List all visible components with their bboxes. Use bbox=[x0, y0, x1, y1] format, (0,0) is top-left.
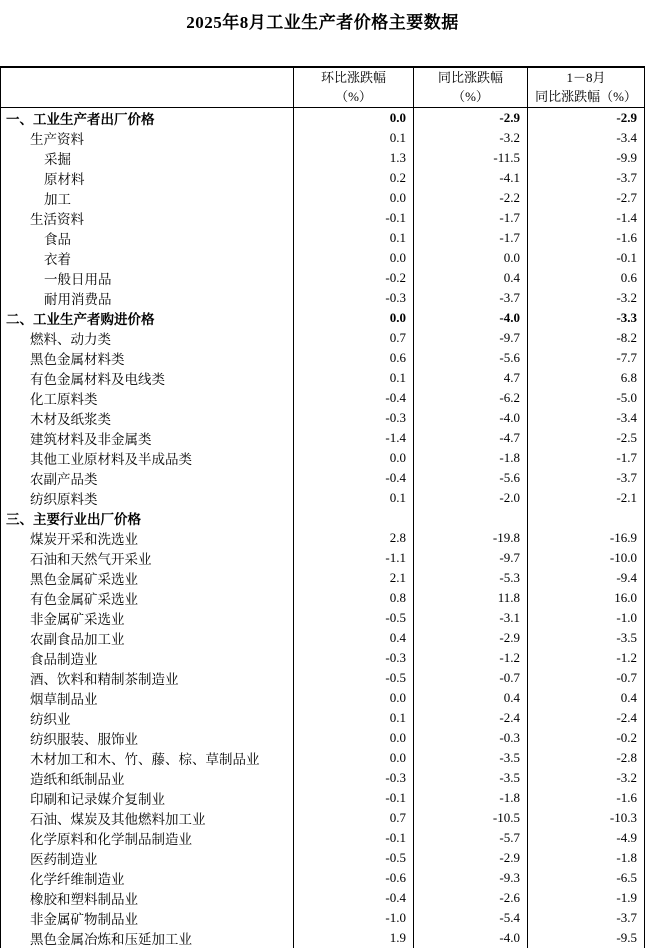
row-label: 有色金属矿采选业 bbox=[1, 588, 294, 608]
table-row bbox=[1, 708, 645, 728]
cell-ytd-change: -0.1 bbox=[528, 248, 645, 268]
cell-ytd-change: -16.9 bbox=[528, 528, 645, 548]
cell-yoy-change: -5.3 bbox=[414, 568, 528, 588]
cell-ytd-change: -3.5 bbox=[528, 628, 645, 648]
cell-yoy-change: -1.8 bbox=[414, 448, 528, 468]
row-label: 耐用消费品 bbox=[1, 288, 294, 308]
cell-mom-change: 2.1 bbox=[294, 568, 414, 588]
table-row bbox=[1, 728, 645, 748]
row-label: 化学原料和化学制品制造业 bbox=[1, 828, 294, 848]
row-label: 黑色金属矿采选业 bbox=[1, 568, 294, 588]
cell-yoy-change: -4.1 bbox=[414, 168, 528, 188]
table-body bbox=[1, 108, 645, 948]
cell-yoy-change: -1.2 bbox=[414, 648, 528, 668]
table-row bbox=[1, 268, 645, 288]
cell-yoy-change: 0.4 bbox=[414, 688, 528, 708]
cell-mom-change: 1.3 bbox=[294, 148, 414, 168]
cell-yoy-change: -4.7 bbox=[414, 428, 528, 448]
table-row bbox=[1, 808, 645, 828]
row-label: 非金属矿物制品业 bbox=[1, 908, 294, 928]
cell-mom-change: -0.1 bbox=[294, 208, 414, 228]
cell-ytd-change: 6.8 bbox=[528, 368, 645, 388]
cell-mom-change: 0.1 bbox=[294, 708, 414, 728]
cell-ytd-change: -9.9 bbox=[528, 148, 645, 168]
row-label: 衣着 bbox=[1, 248, 294, 268]
table-row bbox=[1, 228, 645, 248]
cell-ytd-change: -1.8 bbox=[528, 848, 645, 868]
cell-mom-change: -0.4 bbox=[294, 468, 414, 488]
cell-yoy-change: -3.5 bbox=[414, 768, 528, 788]
table-row bbox=[1, 908, 645, 928]
cell-mom-change: 0.0 bbox=[294, 248, 414, 268]
cell-yoy-change: -4.0 bbox=[414, 928, 528, 948]
header-yoy-change bbox=[414, 67, 528, 108]
cell-mom-change: 0.1 bbox=[294, 128, 414, 148]
row-label: 建筑材料及非金属类 bbox=[1, 428, 294, 448]
cell-yoy-change: -19.8 bbox=[414, 528, 528, 548]
cell-mom-change: 0.0 bbox=[294, 688, 414, 708]
cell-yoy-change: -2.2 bbox=[414, 188, 528, 208]
cell-mom-change: -0.5 bbox=[294, 668, 414, 688]
cell-mom-change: -0.6 bbox=[294, 868, 414, 888]
table-row bbox=[1, 788, 645, 808]
cell-mom-change: 0.0 bbox=[294, 448, 414, 468]
cell-yoy-change: -1.8 bbox=[414, 788, 528, 808]
table-row bbox=[1, 388, 645, 408]
table-row bbox=[1, 828, 645, 848]
cell-ytd-change: -5.0 bbox=[528, 388, 645, 408]
row-label: 橡胶和塑料制品业 bbox=[1, 888, 294, 908]
table-row bbox=[1, 928, 645, 948]
row-label: 二、工业生产者购进价格 bbox=[1, 308, 294, 328]
table-row bbox=[1, 508, 645, 528]
cell-ytd-change: -4.9 bbox=[528, 828, 645, 848]
table-row bbox=[1, 888, 645, 908]
cell-ytd-change: -1.7 bbox=[528, 448, 645, 468]
cell-yoy-change: -9.3 bbox=[414, 868, 528, 888]
cell-ytd-change: -6.5 bbox=[528, 868, 645, 888]
cell-mom-change: -0.3 bbox=[294, 768, 414, 788]
table-row bbox=[1, 128, 645, 148]
cell-ytd-change: -1.0 bbox=[528, 608, 645, 628]
table-row bbox=[1, 688, 645, 708]
row-label: 农副产品类 bbox=[1, 468, 294, 488]
cell-yoy-change: -2.9 bbox=[414, 848, 528, 868]
row-label: 食品 bbox=[1, 228, 294, 248]
cell-ytd-change: -0.2 bbox=[528, 728, 645, 748]
cell-mom-change: 0.1 bbox=[294, 368, 414, 388]
cell-ytd-change: -2.5 bbox=[528, 428, 645, 448]
cell-yoy-change: -5.4 bbox=[414, 908, 528, 928]
row-label: 煤炭开采和洗选业 bbox=[1, 528, 294, 548]
cell-ytd-change: -2.4 bbox=[528, 708, 645, 728]
cell-yoy-change: -1.7 bbox=[414, 208, 528, 228]
table-row bbox=[1, 108, 645, 129]
row-label: 化学纤维制造业 bbox=[1, 868, 294, 888]
row-label: 燃料、动力类 bbox=[1, 328, 294, 348]
cell-mom-change: 0.0 bbox=[294, 308, 414, 328]
cell-yoy-change: -0.3 bbox=[414, 728, 528, 748]
row-label: 石油、煤炭及其他燃料加工业 bbox=[1, 808, 294, 828]
table-row bbox=[1, 608, 645, 628]
table-row bbox=[1, 548, 645, 568]
cell-ytd-change: -1.6 bbox=[528, 788, 645, 808]
cell-ytd-change: -9.4 bbox=[528, 568, 645, 588]
cell-yoy-change: -3.1 bbox=[414, 608, 528, 628]
cell-yoy-change: -2.0 bbox=[414, 488, 528, 508]
row-label: 黑色金属冶炼和压延加工业 bbox=[1, 928, 294, 948]
cell-ytd-change: -3.7 bbox=[528, 908, 645, 928]
table-row bbox=[1, 648, 645, 668]
row-label: 加工 bbox=[1, 188, 294, 208]
cell-yoy-change: -2.6 bbox=[414, 888, 528, 908]
header-ytd-line1: 1－8月 bbox=[528, 69, 644, 87]
cell-mom-change: 2.8 bbox=[294, 528, 414, 548]
cell-ytd-change: 16.0 bbox=[528, 588, 645, 608]
table-row bbox=[1, 308, 645, 328]
table-row bbox=[1, 408, 645, 428]
cell-ytd-change: -0.7 bbox=[528, 668, 645, 688]
cell-mom-change: 0.0 bbox=[294, 108, 414, 129]
cell-mom-change: -0.1 bbox=[294, 788, 414, 808]
header-ytd-change bbox=[528, 67, 645, 108]
price-data-table bbox=[0, 66, 645, 948]
table-row bbox=[1, 868, 645, 888]
cell-yoy-change: -4.0 bbox=[414, 308, 528, 328]
cell-yoy-change: -4.0 bbox=[414, 408, 528, 428]
table-row bbox=[1, 168, 645, 188]
cell-mom-change: -0.5 bbox=[294, 608, 414, 628]
cell-ytd-change bbox=[528, 508, 645, 528]
row-label: 原材料 bbox=[1, 168, 294, 188]
cell-ytd-change: -3.2 bbox=[528, 768, 645, 788]
page-title: 2025年8月工业生产者价格主要数据 bbox=[0, 8, 645, 33]
table-row bbox=[1, 768, 645, 788]
cell-yoy-change: 0.4 bbox=[414, 268, 528, 288]
cell-mom-change: -0.1 bbox=[294, 828, 414, 848]
table-row bbox=[1, 188, 645, 208]
cell-mom-change: 0.0 bbox=[294, 188, 414, 208]
cell-yoy-change: -5.6 bbox=[414, 348, 528, 368]
cell-mom-change: 0.8 bbox=[294, 588, 414, 608]
cell-yoy-change: -5.7 bbox=[414, 828, 528, 848]
cell-yoy-change: 0.0 bbox=[414, 248, 528, 268]
page bbox=[0, 8, 645, 33]
row-label: 黑色金属材料类 bbox=[1, 348, 294, 368]
row-label: 生产资料 bbox=[1, 128, 294, 148]
cell-mom-change: 0.1 bbox=[294, 488, 414, 508]
header-mom-line2: （%） bbox=[294, 88, 413, 106]
table-row bbox=[1, 448, 645, 468]
row-label: 非金属矿采选业 bbox=[1, 608, 294, 628]
cell-ytd-change: -1.2 bbox=[528, 648, 645, 668]
cell-mom-change: -1.1 bbox=[294, 548, 414, 568]
table-row bbox=[1, 288, 645, 308]
row-label: 纺织原料类 bbox=[1, 488, 294, 508]
cell-yoy-change: -3.7 bbox=[414, 288, 528, 308]
header-mom-change bbox=[294, 67, 414, 108]
header-indicator bbox=[1, 67, 294, 108]
row-label: 医药制造业 bbox=[1, 848, 294, 868]
header-row bbox=[1, 67, 645, 108]
cell-ytd-change: -3.2 bbox=[528, 288, 645, 308]
header-ytd-line2: 同比涨跌幅（%） bbox=[528, 88, 644, 106]
row-label: 纺织业 bbox=[1, 708, 294, 728]
cell-mom-change: 0.6 bbox=[294, 348, 414, 368]
cell-mom-change: 0.2 bbox=[294, 168, 414, 188]
cell-yoy-change bbox=[414, 508, 528, 528]
table-row bbox=[1, 568, 645, 588]
cell-ytd-change: -9.5 bbox=[528, 928, 645, 948]
cell-ytd-change: -1.9 bbox=[528, 888, 645, 908]
row-label: 一般日用品 bbox=[1, 268, 294, 288]
cell-ytd-change: -3.3 bbox=[528, 308, 645, 328]
cell-yoy-change: -6.2 bbox=[414, 388, 528, 408]
table-row bbox=[1, 488, 645, 508]
table-row bbox=[1, 748, 645, 768]
cell-yoy-change: 11.8 bbox=[414, 588, 528, 608]
cell-mom-change: 0.0 bbox=[294, 728, 414, 748]
cell-yoy-change: -1.7 bbox=[414, 228, 528, 248]
row-label: 采掘 bbox=[1, 148, 294, 168]
table-row bbox=[1, 468, 645, 488]
row-label: 生活资料 bbox=[1, 208, 294, 228]
cell-yoy-change: -10.5 bbox=[414, 808, 528, 828]
row-label: 化工原料类 bbox=[1, 388, 294, 408]
cell-ytd-change: -2.8 bbox=[528, 748, 645, 768]
row-label: 有色金属材料及电线类 bbox=[1, 368, 294, 388]
cell-mom-change: -0.2 bbox=[294, 268, 414, 288]
cell-ytd-change: -2.1 bbox=[528, 488, 645, 508]
row-label: 纺织服装、服饰业 bbox=[1, 728, 294, 748]
cell-mom-change: -0.3 bbox=[294, 288, 414, 308]
header-yoy-line2: （%） bbox=[414, 88, 527, 106]
cell-ytd-change: -2.9 bbox=[528, 108, 645, 129]
cell-mom-change: -1.0 bbox=[294, 908, 414, 928]
header-mom-line1: 环比涨跌幅 bbox=[294, 69, 413, 87]
table-row bbox=[1, 348, 645, 368]
cell-yoy-change: -5.6 bbox=[414, 468, 528, 488]
row-label: 石油和天然气开采业 bbox=[1, 548, 294, 568]
row-label: 三、主要行业出厂价格 bbox=[1, 508, 294, 528]
cell-yoy-change: 4.7 bbox=[414, 368, 528, 388]
cell-yoy-change: -2.9 bbox=[414, 108, 528, 129]
row-label: 木材及纸浆类 bbox=[1, 408, 294, 428]
table-row bbox=[1, 368, 645, 388]
cell-mom-change: 0.7 bbox=[294, 808, 414, 828]
cell-ytd-change: 0.4 bbox=[528, 688, 645, 708]
header-yoy-line1: 同比涨跌幅 bbox=[414, 69, 527, 87]
cell-ytd-change: -8.2 bbox=[528, 328, 645, 348]
cell-ytd-change: -3.7 bbox=[528, 168, 645, 188]
table-row bbox=[1, 208, 645, 228]
cell-yoy-change: -3.5 bbox=[414, 748, 528, 768]
cell-yoy-change: -11.5 bbox=[414, 148, 528, 168]
cell-mom-change: -0.3 bbox=[294, 408, 414, 428]
cell-mom-change: 0.0 bbox=[294, 748, 414, 768]
cell-ytd-change: -3.4 bbox=[528, 408, 645, 428]
cell-ytd-change: -3.7 bbox=[528, 468, 645, 488]
cell-mom-change: -0.4 bbox=[294, 388, 414, 408]
cell-ytd-change: -3.4 bbox=[528, 128, 645, 148]
cell-yoy-change: -2.9 bbox=[414, 628, 528, 648]
cell-ytd-change: 0.6 bbox=[528, 268, 645, 288]
row-label: 一、工业生产者出厂价格 bbox=[1, 108, 294, 129]
cell-mom-change: -0.3 bbox=[294, 648, 414, 668]
row-label: 印刷和记录媒介复制业 bbox=[1, 788, 294, 808]
table-row bbox=[1, 528, 645, 548]
table-row bbox=[1, 248, 645, 268]
table-row bbox=[1, 148, 645, 168]
cell-ytd-change: -1.4 bbox=[528, 208, 645, 228]
cell-ytd-change: -2.7 bbox=[528, 188, 645, 208]
table-row bbox=[1, 848, 645, 868]
table-row bbox=[1, 428, 645, 448]
row-label: 造纸和纸制品业 bbox=[1, 768, 294, 788]
cell-mom-change: -0.5 bbox=[294, 848, 414, 868]
cell-mom-change: 1.9 bbox=[294, 928, 414, 948]
table-row bbox=[1, 628, 645, 648]
cell-mom-change: 0.4 bbox=[294, 628, 414, 648]
cell-yoy-change: -9.7 bbox=[414, 548, 528, 568]
cell-mom-change: 0.1 bbox=[294, 228, 414, 248]
cell-yoy-change: -2.4 bbox=[414, 708, 528, 728]
cell-mom-change: 0.7 bbox=[294, 328, 414, 348]
row-label: 其他工业原材料及半成品类 bbox=[1, 448, 294, 468]
row-label: 烟草制品业 bbox=[1, 688, 294, 708]
row-label: 食品制造业 bbox=[1, 648, 294, 668]
cell-mom-change: -0.4 bbox=[294, 888, 414, 908]
cell-mom-change: -1.4 bbox=[294, 428, 414, 448]
cell-yoy-change: -3.2 bbox=[414, 128, 528, 148]
cell-yoy-change: -0.7 bbox=[414, 668, 528, 688]
table-row bbox=[1, 668, 645, 688]
cell-ytd-change: -10.0 bbox=[528, 548, 645, 568]
row-label: 农副食品加工业 bbox=[1, 628, 294, 648]
cell-ytd-change: -1.6 bbox=[528, 228, 645, 248]
cell-ytd-change: -7.7 bbox=[528, 348, 645, 368]
row-label: 木材加工和木、竹、藤、棕、草制品业 bbox=[1, 748, 294, 768]
table-row bbox=[1, 328, 645, 348]
cell-ytd-change: -10.3 bbox=[528, 808, 645, 828]
cell-yoy-change: -9.7 bbox=[414, 328, 528, 348]
row-label: 酒、饮料和精制茶制造业 bbox=[1, 668, 294, 688]
table-row bbox=[1, 588, 645, 608]
cell-mom-change bbox=[294, 508, 414, 528]
